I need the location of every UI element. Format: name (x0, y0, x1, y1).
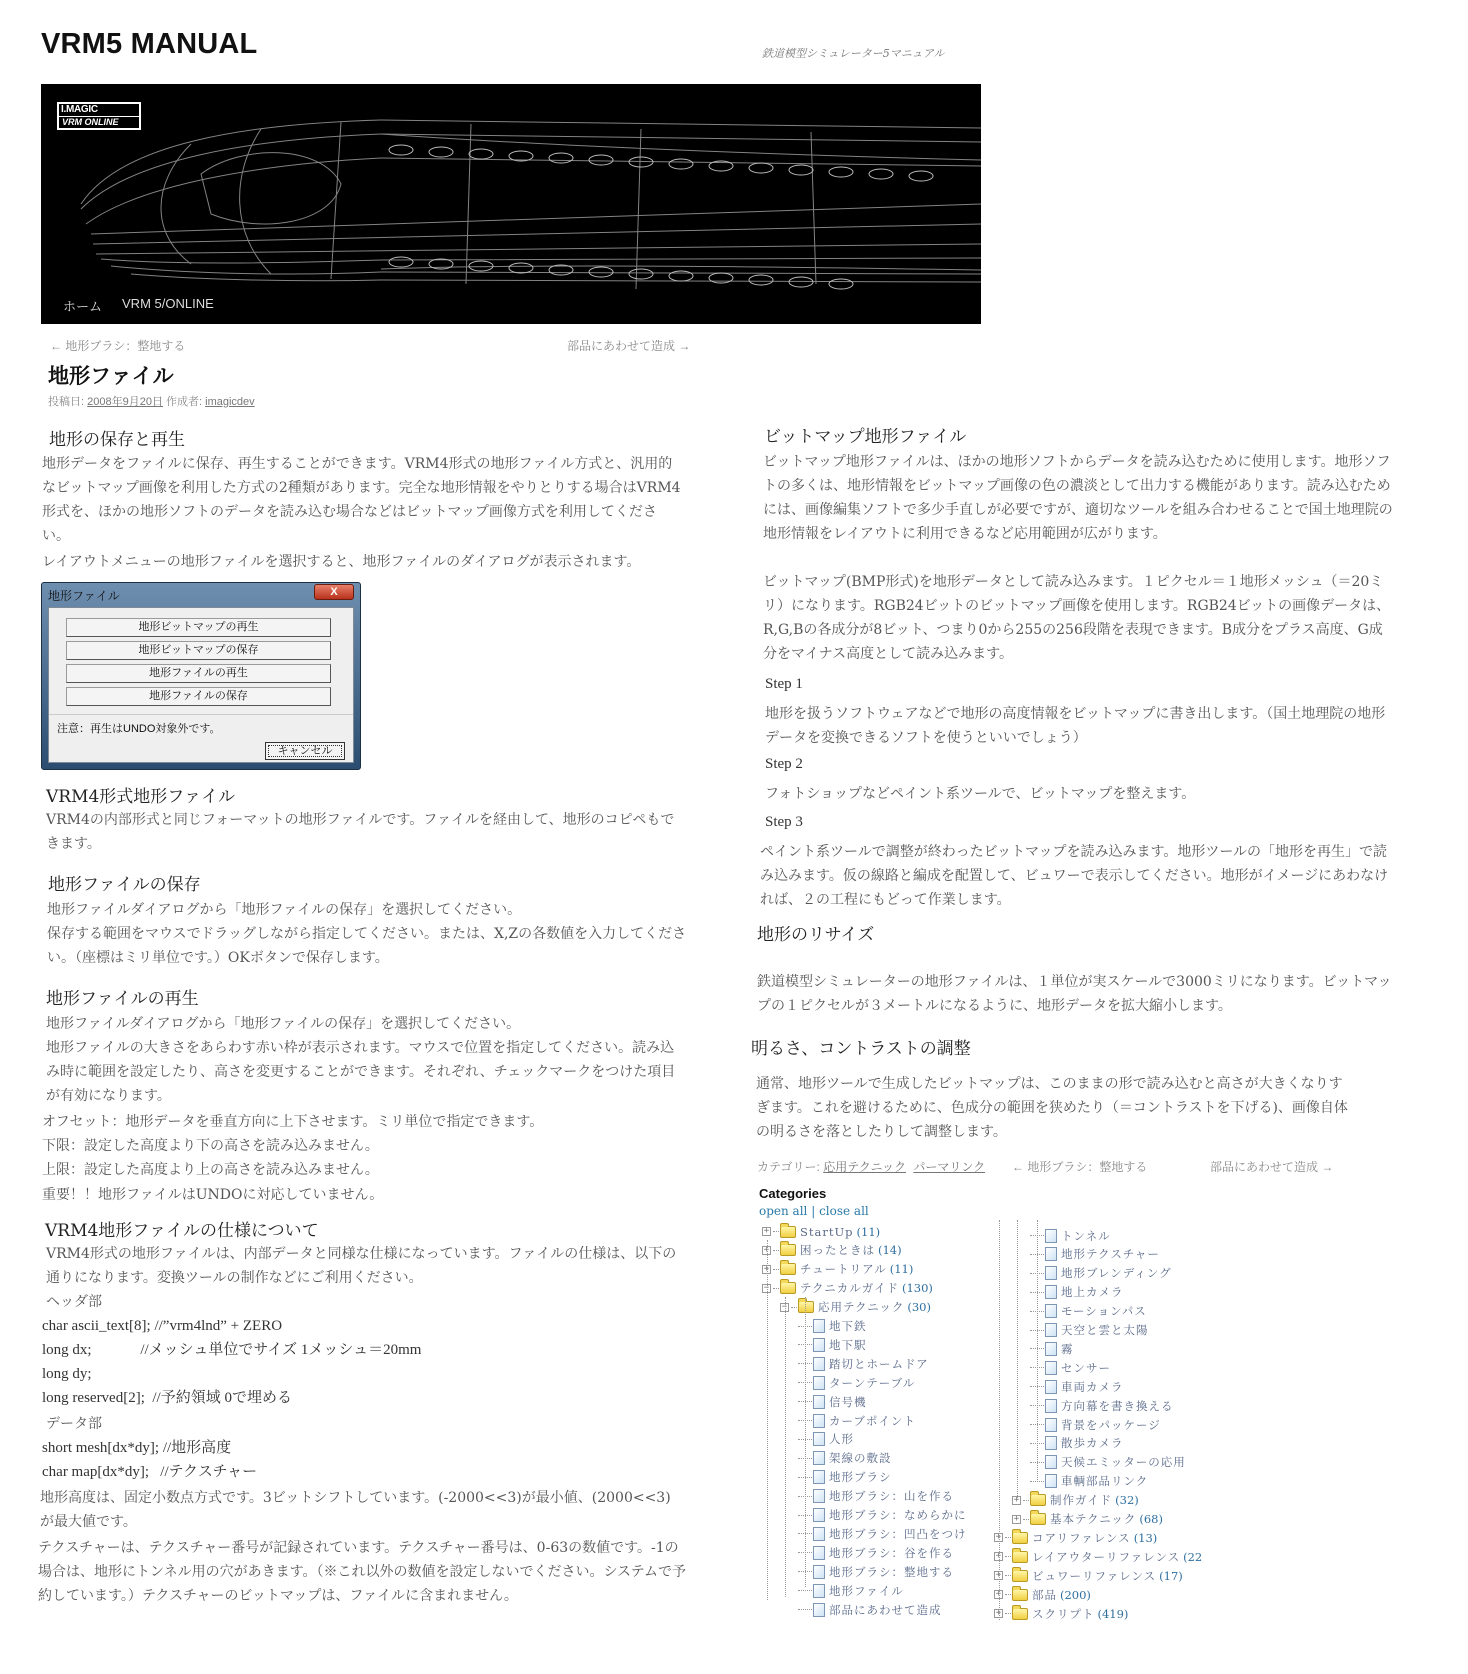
tree-guide-line (1037, 1220, 1038, 1482)
category-label[interactable]: 散歩カメラ (1061, 1436, 1124, 1451)
prev-post-link[interactable]: ← 地形ブラシ：整地する (1012, 1160, 1148, 1174)
categories-toggle-links: open all | close all (759, 1204, 869, 1218)
category-page-item[interactable] (1030, 1302, 1147, 1321)
category-count: (11) (856, 1224, 881, 1239)
folder-icon (780, 1282, 796, 1294)
permalink-link[interactable]: パーマリンク (913, 1160, 986, 1174)
folder-icon (1012, 1532, 1028, 1544)
page-icon (813, 1357, 825, 1371)
step-label: Step 2 (765, 756, 803, 772)
category-folder-item[interactable] (762, 1222, 880, 1241)
page-icon (813, 1414, 825, 1428)
expand-icon[interactable]: + (1013, 1513, 1020, 1524)
author-link[interactable]: imagicdev (205, 396, 255, 408)
category-label[interactable]: 地形ブラシ：山を作る (829, 1489, 954, 1504)
category-label[interactable]: 地形ブラシ：凹凸をつけ (829, 1526, 967, 1541)
page-icon (813, 1603, 825, 1617)
category-folder-item[interactable] (994, 1547, 1202, 1566)
paragraph: ビットマップ地形ファイルは、ほかの地形ソフトからデータを読み込むために使用します。地形ソフトの多くは、地形情報をビットマップ画像の色の濃淡として出力する機能があります。読み込むためには、画像編集ソフトで多少手直しが必要ですが、適切なツールを組み合わせることで国土地理院の地形情報をレイアウトに利用できるなど応用範囲が広がります。 (763, 454, 1393, 542)
folder-icon (780, 1226, 796, 1238)
category-page-item[interactable] (1030, 1283, 1124, 1302)
page-icon (1045, 1418, 1057, 1432)
category-label[interactable]: 人形 (829, 1432, 854, 1447)
nav-vrm5-online[interactable]: VRM 5/ONLINE (122, 296, 214, 311)
category-label[interactable]: トンネル (1061, 1228, 1111, 1243)
page-icon (1045, 1399, 1057, 1413)
category-label[interactable]: 車両カメラ (1061, 1379, 1124, 1394)
dialog-button: 地形ファイルの保存 (66, 687, 331, 706)
expand-icon[interactable]: + (995, 1532, 1002, 1543)
category-label[interactable]: 信号機 (829, 1394, 867, 1409)
categories-title: Categories (759, 1186, 827, 1201)
site-description: 鉄道模型シミュレーター5マニュアル (762, 47, 945, 60)
category-page-item[interactable] (1030, 1415, 1161, 1434)
category-label[interactable]: 車輌部品リンク (1061, 1474, 1149, 1489)
category-label[interactable]: 地下駅 (829, 1337, 867, 1352)
page-icon (1045, 1285, 1057, 1299)
post-date-link[interactable]: 2008年9月20日 (87, 396, 163, 408)
category-folder-item[interactable] (994, 1604, 1128, 1623)
category-count: (14) (878, 1243, 902, 1258)
tree-guide-line (999, 1220, 1000, 1620)
category-label[interactable]: 地形ブラシ：整地する (829, 1564, 954, 1579)
code-line: long dx; //メッシュ単位でサイズ 1メッシュ＝20mm (42, 1342, 422, 1358)
category-page-item[interactable] (1030, 1377, 1124, 1396)
paragraph: 鉄道模型シミュレーターの地形ファイルは、１単位が実スケールで3000ミリになります。ビットマップの１ピクセルが３メートルになるように、地形データを拡大縮小します。 (757, 974, 1392, 1014)
code-line: long reserved[2]; //予約領域 0で埋める (42, 1390, 292, 1406)
tree-guide-line (1017, 1220, 1018, 1500)
wireframe-train-image (41, 84, 981, 324)
tree-guide-line (805, 1297, 806, 1587)
category-page-item[interactable] (798, 1354, 929, 1373)
tree-guide-line (767, 1240, 768, 1600)
page-icon (1045, 1323, 1057, 1337)
category-label[interactable]: 地形ファイル (829, 1583, 904, 1598)
category-label[interactable]: 踏切とホームドア (829, 1356, 929, 1371)
category-page-item[interactable] (798, 1430, 854, 1449)
category-page-item[interactable] (1030, 1472, 1148, 1491)
paragraph: VRM4の内部形式と同じフォーマットの地形ファイルです。ファイルを経由して、地形のコピペもできます。 (46, 812, 675, 852)
page-icon (1045, 1229, 1057, 1243)
page-icon (813, 1338, 825, 1352)
category-count: (22 (1183, 1549, 1203, 1564)
paragraph: 通常、地形ツールで生成したビットマップは、このままの形で読み込むと高さが大きくなりすぎます。これを避けるために、色成分の範囲を狭めたり（＝コントラストを下げる)、画像自体の明るさを落としたりして調整します。 (756, 1076, 1348, 1140)
imagic-vrm-online-logo: I.MAGIC VRM ONLINE (57, 102, 141, 130)
expand-icon[interactable]: + (763, 1263, 770, 1274)
section-heading: 地形ファイルの再生 (46, 989, 199, 1009)
category-folder-item[interactable] (994, 1585, 1091, 1604)
category-label[interactable]: テクニカルガイド (800, 1281, 899, 1296)
open-all-link[interactable]: open all (759, 1204, 808, 1218)
page-icon (813, 1470, 825, 1484)
folder-icon (1012, 1551, 1028, 1563)
category-label[interactable]: 部品 (1032, 1587, 1057, 1602)
category-label[interactable]: 地下鉄 (829, 1319, 867, 1333)
folder-icon (780, 1263, 796, 1275)
paragraph: 地形ファイルダイアログから「地形ファイルの保存」を選択してください。 (46, 1016, 521, 1032)
category-label[interactable]: カーブポイント (829, 1413, 916, 1428)
category-label[interactable]: モーションパス (1061, 1304, 1147, 1319)
category-page-item[interactable] (1030, 1358, 1111, 1377)
category-folder-item[interactable] (762, 1260, 913, 1279)
category-label[interactable]: チュートリアル (800, 1262, 887, 1277)
folder-icon (780, 1244, 796, 1256)
close-all-link[interactable]: close all (819, 1204, 869, 1218)
post-title: 地形ファイル (48, 365, 174, 388)
category-page-item[interactable] (1030, 1396, 1174, 1415)
category-page-item[interactable] (1030, 1226, 1111, 1245)
section-heading: 明るさ、コントラストの調整 (751, 1039, 971, 1059)
category-page-item[interactable] (798, 1487, 954, 1506)
expand-icon[interactable]: + (763, 1226, 770, 1236)
paragraph: 地形データをファイルに保存、再生することができます。VRM4形式の地形ファイル方式と、汎用的なビットマップ画像を利用した方式の2種類があります。完全な地形情報をやりとりする場合はVRM4形式を、ほかの地形ソフトのデータを読み込む場合などはビットマップ画像方式を利用してください。 (42, 456, 681, 544)
page-icon (1045, 1380, 1057, 1394)
folder-icon (1012, 1589, 1028, 1601)
page-icon (813, 1527, 825, 1541)
next-post-link[interactable]: 部品にあわせて造成 → (567, 339, 691, 353)
category-count: (30) (907, 1300, 931, 1315)
category-page-item[interactable] (798, 1600, 942, 1619)
terrain-file-dialog-image (41, 582, 361, 770)
category-count: (17) (1159, 1568, 1183, 1583)
category-count: (32) (1115, 1493, 1139, 1508)
category-page-item[interactable] (798, 1562, 954, 1581)
paragraph: 地形を扱うソフトウェアなどで地形の高度情報をビットマップに書き出します。（国土地理院の地形データを変換できるソフトを使うといいでしょう） (765, 706, 1386, 746)
page-icon (813, 1395, 825, 1409)
page-icon (1045, 1474, 1057, 1488)
category-label[interactable]: センサー (1061, 1360, 1111, 1375)
category-page-item[interactable] (798, 1335, 867, 1354)
page-icon (1045, 1247, 1057, 1261)
tree-guide-line (785, 1297, 786, 1597)
category-page-item[interactable] (1030, 1434, 1124, 1453)
next-post-link[interactable]: 部品にあわせて造成 → (1210, 1160, 1334, 1174)
category-label[interactable]: 地形テクスチャー (1061, 1247, 1160, 1262)
category-page-item[interactable] (1030, 1321, 1149, 1340)
section-heading: VRM4形式地形ファイル (46, 787, 235, 807)
category-page-item[interactable] (1030, 1453, 1186, 1472)
category-label[interactable]: ターンテーブル (829, 1375, 916, 1390)
code-line: char map[dx*dy]; //テクスチャー (42, 1464, 258, 1480)
folder-icon (1012, 1570, 1028, 1582)
category-folder-item[interactable] (1012, 1491, 1139, 1510)
paragraph: 地形ファイルの大きさをあらわす赤い枠が表示されます。マウスで位置を指定してください。読み込み時に範囲を設定したり、高さを変更することができます。それぞれ、チェックマークをつけた項目が有効になります。 (46, 1040, 676, 1104)
category-label[interactable]: 架線の敷設 (829, 1451, 892, 1466)
folder-icon (1012, 1608, 1028, 1620)
category-page-item[interactable] (1030, 1264, 1172, 1283)
paragraph: ペイント系ツールで調整が終わったビットマップを読み込みます。地形ツールの「地形を再生」で読み込みます。仮の線路と編成を配置して、ビュワーで表示してください。地形がイメージにあわなければ、２の工程にもどって作業します。 (760, 844, 1389, 908)
folder-icon (798, 1301, 814, 1313)
paragraph: 重要！！地形ファイルはUNDOに対応していません。 (42, 1187, 384, 1203)
page-icon (1045, 1342, 1057, 1356)
dialog-title: 地形ファイル (48, 589, 120, 603)
paragraph: 地形高度は、固定小数点方式です。3ビットシフトしています。(-2000<<3)が最小値、(2000<<3)が最大値です。 (40, 1490, 671, 1530)
code-line: char ascii_text[8]; //”vrm4lnd” + ZERO (42, 1318, 283, 1334)
page-icon (813, 1565, 825, 1579)
page-icon (1045, 1455, 1057, 1469)
site-title[interactable]: VRM5 MANUAL (41, 28, 258, 60)
section-heading: VRM4地形ファイルの仕様について (45, 1221, 319, 1241)
page-icon (813, 1489, 825, 1503)
page-icon (813, 1584, 825, 1598)
page-icon (1045, 1304, 1057, 1318)
section-heading: 地形ファイルの保存 (48, 875, 201, 895)
expand-icon[interactable]: + (995, 1608, 1002, 1618)
category-count: (130) (901, 1281, 933, 1296)
category-label[interactable]: 応用テクニック (818, 1300, 905, 1315)
page-icon (1045, 1266, 1057, 1280)
code-line: short mesh[dx*dy]; //地形高度 (42, 1440, 232, 1456)
category-label[interactable]: ビュワーリファレンス (1032, 1568, 1157, 1583)
paragraph: 下限：設定した高度より下の高さを読み込みません。 (42, 1138, 379, 1154)
page-icon (1045, 1436, 1057, 1450)
category-label[interactable]: コアリファレンス (1032, 1530, 1131, 1545)
category-label[interactable]: スクリプト (1032, 1606, 1095, 1621)
paragraph: フォトショップなどペイント系ツールで、ビットマップを整えます。 (765, 786, 1196, 802)
page-icon (813, 1432, 825, 1446)
page-icon (1045, 1361, 1057, 1375)
main-nav (63, 296, 214, 315)
category-page-item[interactable] (1030, 1245, 1160, 1264)
category-page-item[interactable] (798, 1506, 967, 1525)
category-count: (419) (1097, 1606, 1129, 1621)
folder-icon (1030, 1494, 1046, 1506)
code-line: long dy; (42, 1366, 92, 1382)
dialog-button: 地形ビットマップの保存 (66, 641, 331, 660)
category-count: (68) (1139, 1512, 1163, 1526)
page-icon (813, 1451, 825, 1465)
dialog-cancel-button: キャンセル (265, 742, 345, 760)
section-heading: 地形のリサイズ (757, 925, 875, 945)
category-label[interactable]: 制作ガイド (1050, 1493, 1113, 1508)
expand-icon[interactable]: + (995, 1551, 1002, 1562)
paragraph: VRM4形式の地形ファイルは、内部データと同様な仕様になっています。ファイルの仕様は、以下の通りになります。変換ツールの制作などにご利用ください。 (46, 1246, 677, 1286)
category-label[interactable]: 地形ブラシ (829, 1470, 892, 1485)
category-page-item[interactable] (798, 1524, 967, 1543)
prev-post-link[interactable]: ← 地形ブラシ：整地する (50, 339, 186, 353)
collapse-icon[interactable]: − (781, 1301, 788, 1312)
paragraph: オフセット：地形データを垂直方向に上下させます。ミリ単位で指定できます。 (42, 1114, 544, 1130)
dialog-close-icon: X (314, 584, 354, 600)
category-page-item[interactable] (798, 1411, 916, 1430)
category-page-item[interactable] (798, 1317, 867, 1336)
page-icon (813, 1319, 825, 1333)
page-icon (813, 1508, 825, 1522)
category-label[interactable]: 基本テクニック (1050, 1512, 1137, 1526)
category-page-item[interactable] (798, 1373, 915, 1392)
paragraph: レイアウトメニューの地形ファイルを選択すると、地形ファイルのダイアログが表示されます。 (42, 554, 641, 570)
category-count: (11) (889, 1262, 914, 1277)
category-label[interactable]: 霧 (1061, 1341, 1074, 1356)
post-footer: カテゴリー: 応用テクニック パーマリンク (757, 1160, 986, 1174)
section-heading: 地形の保存と再生 (49, 430, 185, 450)
category-label[interactable]: レイアウターリファレンス (1032, 1549, 1181, 1564)
category-label[interactable]: StartUp (800, 1224, 854, 1239)
expand-icon[interactable]: + (995, 1570, 1002, 1581)
category-label[interactable]: 地形ブレンディング (1061, 1266, 1172, 1281)
category-count: (13) (1133, 1530, 1158, 1545)
nav-home[interactable]: ホーム (63, 299, 103, 314)
paragraph: 保存する範囲をマウスでドラッグしながら指定してください。または、X,Zの各数値を入力してください。（座標はミリ単位です。）OKボタンで保存します。 (47, 926, 687, 966)
category-page-item[interactable] (798, 1543, 954, 1562)
category-folder-item[interactable] (1012, 1510, 1163, 1529)
category-label[interactable]: 天候エミッターの応用 (1061, 1455, 1186, 1470)
paragraph: ビットマップ(BMP形式)を地形データとして読み込みます。１ピクセル＝１地形メッシュ（＝20ミリ）になります。RGB24ビットのビットマップ画像を使用します。RGB24ビットの画像データは、R,G,Bの各成分が8ビット、つまり0から255の256段階を表現できます。B成分をプラス高度、G成分をマイナス高度として読み込みます。 (763, 574, 1391, 662)
category-page-item[interactable] (798, 1392, 867, 1411)
category-page-item[interactable] (798, 1581, 904, 1600)
page-icon (813, 1376, 825, 1390)
category-label[interactable]: 背景をパッケージ (1061, 1417, 1161, 1432)
category-label[interactable]: 地上カメラ (1061, 1285, 1124, 1300)
dialog-button: 地形ビットマップの再生 (66, 618, 331, 637)
category-label[interactable]: 困ったときは (800, 1243, 875, 1258)
paragraph: 地形ファイルダイアログから「地形ファイルの保存」を選択してください。 (47, 902, 522, 918)
expand-icon[interactable]: + (1013, 1494, 1020, 1505)
category-page-item[interactable] (798, 1449, 892, 1468)
category-folder-item[interactable] (994, 1566, 1183, 1585)
category-folder-item[interactable] (994, 1528, 1157, 1547)
step-label: Step 3 (765, 814, 803, 830)
category-page-item[interactable] (798, 1468, 892, 1487)
category-label[interactable]: 天空と雲と太陽 (1061, 1323, 1149, 1337)
expand-icon[interactable]: + (763, 1244, 770, 1255)
folder-icon (1030, 1513, 1046, 1525)
expand-icon[interactable]: + (995, 1589, 1002, 1600)
category-folder-item[interactable] (780, 1298, 931, 1317)
category-label[interactable]: 地形ブラシ：なめらかに (829, 1508, 967, 1522)
collapse-icon[interactable]: − (763, 1282, 770, 1293)
section-heading: ビットマップ地形ファイル (764, 427, 967, 447)
paragraph: 上限：設定した高度より上の高さを読み込みません。 (42, 1162, 379, 1178)
category-folder-item[interactable] (762, 1279, 933, 1298)
category-link[interactable]: 応用テクニック (823, 1160, 907, 1174)
category-count: (200) (1060, 1587, 1091, 1602)
page-icon (813, 1546, 825, 1560)
category-folder-item[interactable] (762, 1241, 902, 1260)
dialog-note: 注意：再生はUNDO対象外です。 (57, 723, 221, 735)
post-meta: 投稿日: 2008年9月20日 作成者: imagicdev (48, 396, 255, 408)
data-section-label: データ部 (46, 1416, 102, 1432)
category-label[interactable]: 地形ブラシ：谷を作る (829, 1545, 954, 1560)
header-section-label: ヘッダ部 (46, 1294, 102, 1310)
paragraph: テクスチャーは、テクスチャー番号が記録されています。テクスチャー番号は、0-63の数値です。-1の場合は、地形にトンネル用の穴があきます。（※これ以外の数値を設定しないでください。システムで予約しています。）テクスチャーのビットマップは、ファイルに含まれません。 (38, 1540, 687, 1604)
category-label[interactable]: 方向幕を書き換える (1061, 1398, 1174, 1413)
dialog-button: 地形ファイルの再生 (66, 664, 331, 683)
step-label: Step 1 (765, 676, 803, 692)
category-label[interactable]: 部品にあわせて造成 (829, 1602, 942, 1617)
header-banner-image (41, 84, 981, 324)
